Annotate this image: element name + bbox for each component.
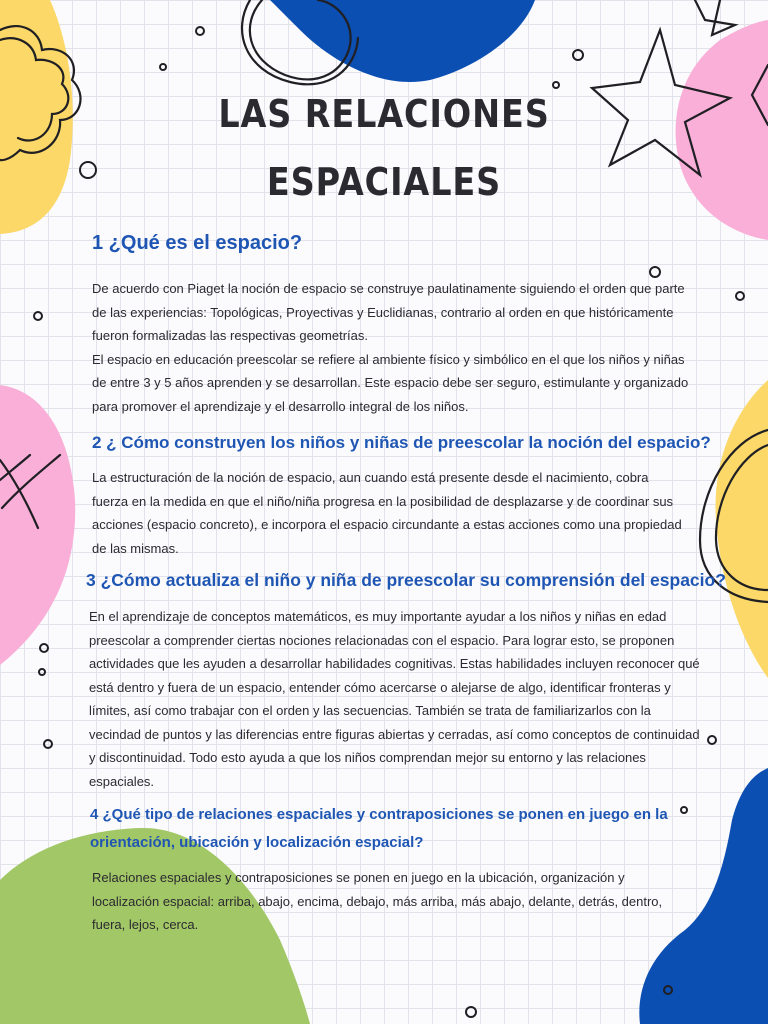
section-3-heading: 3 ¿Cómo actualiza el niño y niña de preescolar su comprensión del espacio? [86,570,726,590]
section-2-heading: 2 ¿ Cómo construyen los niños y niñas de preescolar la noción del espacio? [92,433,711,452]
section-2-paragraph-1: La estructuración de la noción de espacio, aun cuando está presente desde el nacimiento, cobra fuerza en la medida en que el niño/niña progresa en la posibilidad de desplazarse y de coordinar sus acciones (espacio concreto), e incorpora el espacio circundante a estas acciones como una propiedad de las mismas. [92,470,682,556]
section-4-paragraph-1: Relaciones espaciales y contraposiciones se ponen en juego en la ubicación, organización y localización espacial: arriba, abajo, encima, debajo, más arriba, más abajo, delante, detrás, dentro, fuera, lejos, cerca. [92,870,663,932]
section-3-body [89,605,701,793]
yellow-blob-right [716,380,768,678]
section-4-body [92,866,692,937]
blue-blob-top [270,0,535,82]
section-1-body [92,277,692,418]
section-1-paragraph-2: El espacio en educación preescolar se refiere al ambiente físico y simbólico en el que los niños y niñas de entre 3 y 5 años aprenden y se desarrollan. Este espacio debe ser seguro, estimulante y organizado para promover el aprendizaje y el desarrollo integral de los niños. [92,351,689,414]
section-4-heading-line-1: 4 ¿Qué tipo de relaciones espaciales y contraposiciones se ponen en juego en la [90,806,668,823]
section-4-heading-line-2: orientación, ubicación y localización espacial? [90,834,424,851]
section-1-heading: 1 ¿Qué es el espacio? [92,232,303,254]
star-scribble-2 [695,0,735,35]
section-1-paragraph-1: De acuerdo con Piaget la noción de espacio se construye paulatinamente siguiendo el orden que parte de las experiencias: Topológicas, Proyectivas y Euclidianas, contrario al orden en que históricamente fueron formalizadas las respectivas geometrías. [92,281,685,343]
section-3-paragraph-1: En el aprendizaje de conceptos matemáticos, es muy importante ayudar a los niños y niñas en edad preescolar a comprender ciertas nociones relacionadas con el espacio. Para lograr esto, se proponen actividades que les ayuden a desarrollar habilidades cognitivas. Estas habilidades incluyen reconocer qué está dentro y fuera de un espacio, entender cómo acercarse o alejarse de algo, identificar fronteras y límites, así como trabajar con el orden y las secuencias. También se trata de familiarizarlos con la vecindad de puntos y las diferencias entre figuras abiertas y cerradas, así como conceptos de continuidad y discontinuidad. Todo esto ayuda a que los niños comprendan mejor su entorno y las relaciones espaciales. [89,609,700,789]
page-title-line-2: ESPACIALES [266,160,502,204]
section-2-body [92,466,682,560]
page-title-line-1: LAS RELACIONES [218,92,550,136]
